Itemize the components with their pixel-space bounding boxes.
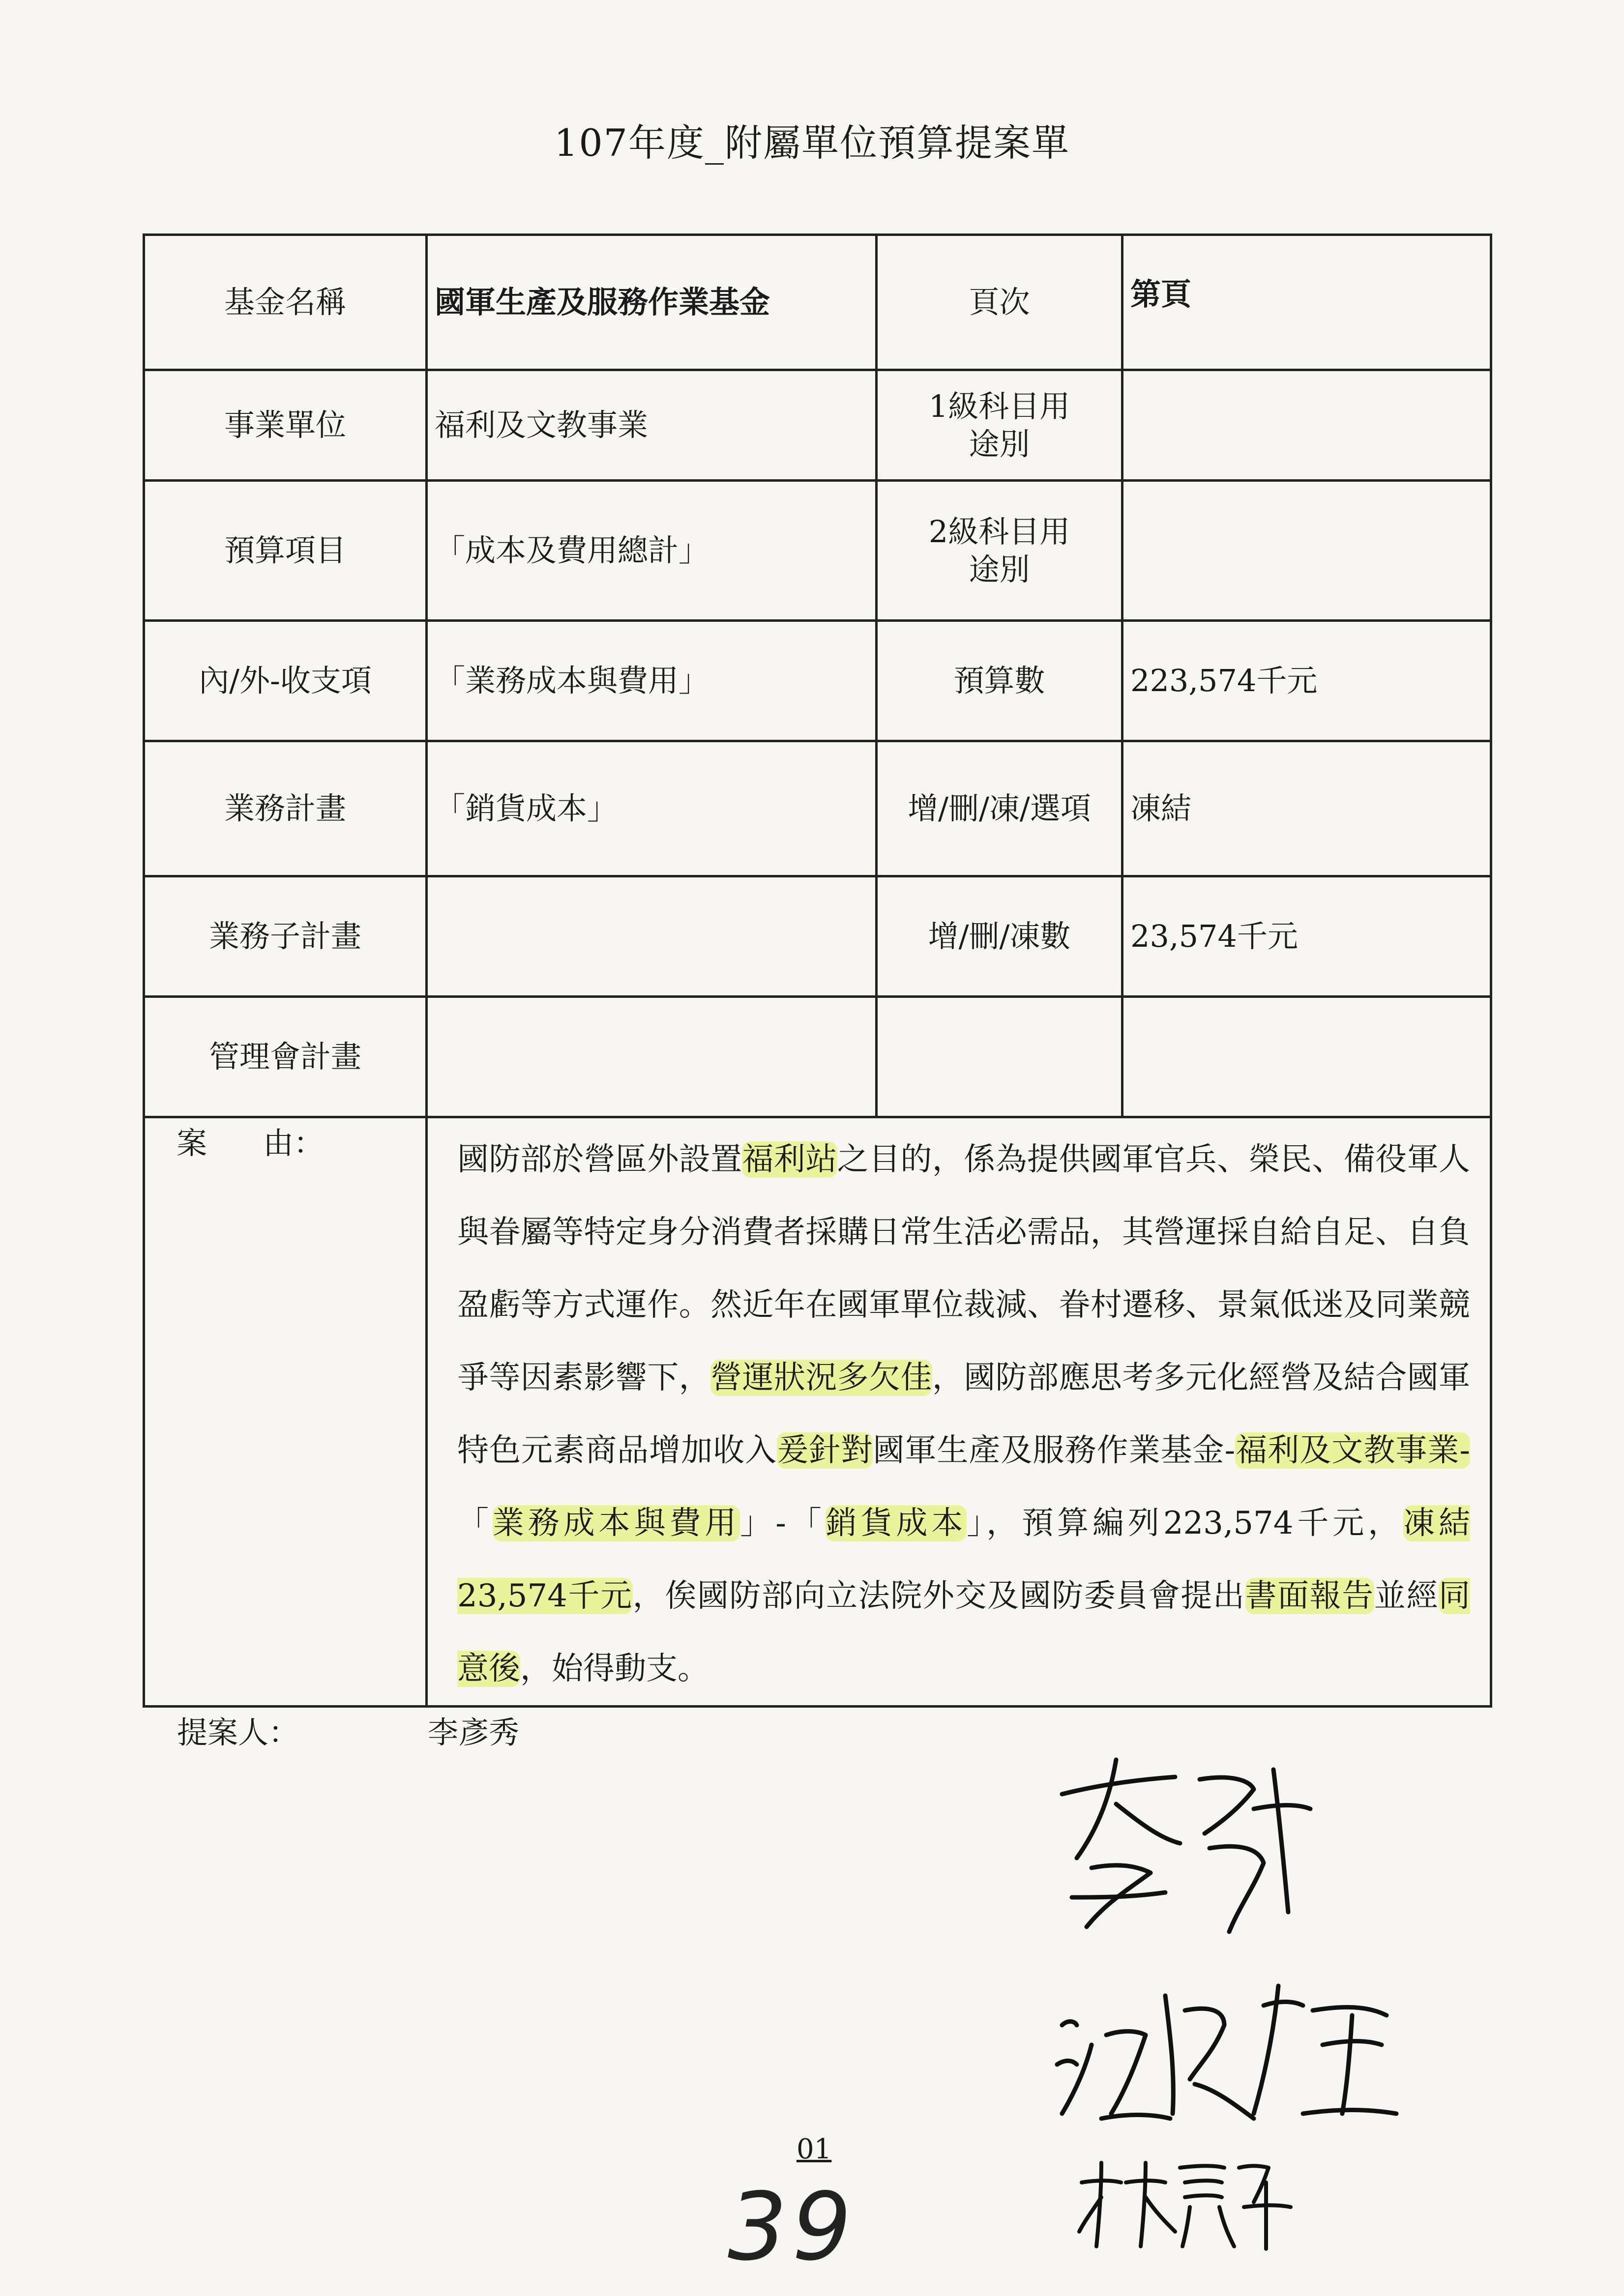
income-expense-value: 「業務成本與費用」: [427, 621, 877, 741]
action-amount-value: 23,574千元: [1122, 876, 1491, 997]
reason-text-segment: 之目的，係為提供國軍官兵、榮民、備役軍人與眷屬等特定身分消費者採購日常生活必需品，其營運採自給自足、自負盈虧等方式運作。然近年在國軍單位裁減、眷村遷移、景氣低迷及同業競爭等因素影響下，: [457, 1141, 1471, 1396]
income-expense-label: 內/外-收支項: [144, 621, 427, 741]
reason-text-segment: 「: [457, 1505, 493, 1541]
reason-label: [152, 1124, 324, 1163]
form-row-business-plan: [144, 741, 1491, 876]
reason-text-segment: ，國防部應思考多元化經營及結合國軍特色元素商品增加收入: [457, 1360, 1471, 1469]
reason-text-segment: ，始得動支。: [520, 1651, 709, 1687]
level1-subject-value: [1122, 370, 1491, 481]
budget-item-value: 「成本及費用總計」: [427, 481, 877, 621]
action-amount-label: 增/刪/凍數: [877, 876, 1122, 997]
budget-item-label: 預算項目: [144, 481, 427, 621]
proposer-name: 李彥秀: [428, 1715, 520, 1750]
reason-highlight-segment: 爰針對: [777, 1432, 873, 1469]
reason-text-segment: ，俟國防部向立法院外交及國防委員會提出: [632, 1578, 1245, 1614]
page-title: 107年度_附屬單位預算提案單: [554, 121, 1070, 165]
sub-plan-label: 業務子計畫: [144, 876, 427, 997]
form-row-reason: [144, 1117, 1491, 1707]
action-option-value: 凍結: [1122, 741, 1491, 876]
reason-highlight-segment: 同意後: [457, 1578, 1471, 1687]
level1-subject-label: 1級科目用途別: [877, 370, 1122, 481]
form-row-sub-plan: [144, 876, 1491, 997]
reason-text-segment: 國軍生產及服務作業基金-: [873, 1432, 1236, 1469]
reason-label-cell: [144, 1117, 427, 1707]
reason-highlight-segment: 福利及文教事業-: [1235, 1432, 1471, 1469]
form-row-budget-item: [144, 481, 1491, 621]
management-plan-label: 管理會計畫: [144, 997, 427, 1117]
form-row-business-unit: [144, 370, 1491, 481]
level2-subject-label: 2級科目用途別: [877, 481, 1122, 621]
form-row-fund-name: [144, 235, 1491, 370]
proposal-form-table: [143, 233, 1492, 1708]
reason-text-segment: 」-「: [740, 1505, 826, 1541]
management-plan-value2: [1122, 997, 1491, 1117]
reason-text-segment: 並經: [1374, 1578, 1439, 1614]
reason-highlight-segment: 書面報告: [1245, 1578, 1374, 1614]
budget-amount-label: 預算數: [877, 621, 1122, 741]
business-unit-value: 福利及文教事業: [427, 370, 877, 481]
budget-amount-value: 223,574千元: [1122, 621, 1491, 741]
action-option-label: 增/刪/凍/選項: [877, 741, 1122, 876]
page-number-small: 01: [797, 2133, 832, 2165]
reason-highlight-segment: 銷貨成本: [825, 1505, 967, 1541]
reason-highlight-segment: 業務成本與費用: [492, 1505, 740, 1541]
signature-1-image: [1042, 1750, 1318, 1937]
business-plan-label: 業務計畫: [144, 741, 427, 876]
page-value: 第頁: [1122, 235, 1491, 370]
form-row-management-plan: [144, 997, 1491, 1117]
reason-label-b: 由：: [263, 1125, 324, 1161]
sub-plan-value: [427, 876, 877, 997]
business-plan-value: 「銷貨成本」: [427, 741, 877, 876]
management-plan-label2: [877, 997, 1122, 1117]
page-number-handwritten: 39: [728, 2173, 856, 2281]
fund-name-value: 國軍生產及服務作業基金: [427, 235, 877, 370]
reason-text-segment: 」，預算編列223,574千元，: [967, 1505, 1404, 1541]
level2-subject-value: [1122, 481, 1491, 621]
reason-highlight-segment: 凍結23,574千元: [457, 1505, 1471, 1614]
reason-highlight-segment: 營運狀況多欠佳: [710, 1360, 932, 1396]
form-row-income-expense: [144, 621, 1491, 741]
fund-name-label: 基金名稱: [144, 235, 427, 370]
reason-text: [457, 1123, 1470, 1705]
reason-label-a: 案: [177, 1125, 207, 1161]
signature-2-image: [1047, 1966, 1401, 2128]
reason-highlight-segment: 福利站: [742, 1141, 837, 1178]
business-unit-label: 事業單位: [144, 370, 427, 481]
management-plan-value: [427, 997, 877, 1117]
proposer-label: 提案人：: [177, 1715, 299, 1750]
page-label: 頁次: [877, 235, 1122, 370]
reason-text-segment: 國防部於營區外設置: [457, 1141, 742, 1178]
reason-text-cell: [427, 1117, 1491, 1707]
signature-3-image: [1072, 2153, 1298, 2251]
